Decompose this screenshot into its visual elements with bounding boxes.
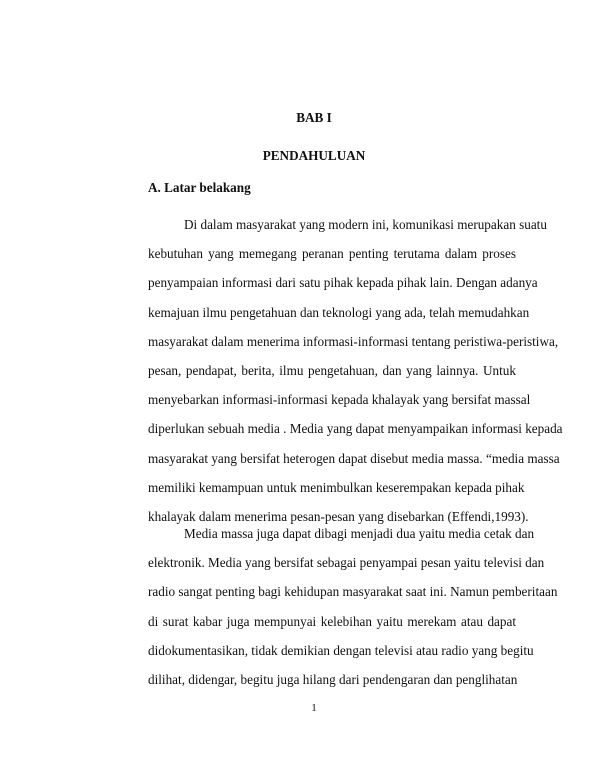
paragraph-2 xyxy=(148,519,558,694)
paragraph-1 xyxy=(148,210,563,531)
paragraph-line: elektronik. Media yang bersifat sebagai penyampai pesan yaitu televisi dan xyxy=(148,555,545,571)
paragraph-line: kebutuhan yang memegang peranan penting terutama dalam proses xyxy=(148,246,516,262)
chapter-title: PENDAHULUAN xyxy=(262,148,366,163)
paragraph-line: memiliki kemampuan untuk menimbulkan keserempakan kepada pihak xyxy=(148,479,525,495)
section-heading: A. Latar belakang xyxy=(148,180,251,195)
paragraph-line: masyarakat dalam menerima informasi-informasi tentang peristiwa-peristiwa, xyxy=(148,333,559,349)
paragraph-line: diperlukan sebuah media . Media yang dapat menyampaikan informasi kepada xyxy=(148,421,563,437)
paragraph-line: menyebarkan informasi-informasi kepada khalayak yang bersifat massal xyxy=(148,392,531,408)
paragraph-line: dilihat, didengar, begitu juga hilang dari pendengaran dan penglihatan xyxy=(148,671,518,687)
paragraph-line: Media massa juga dapat dibagi menjadi dua yaitu media cetak dan xyxy=(184,526,535,541)
paragraph-line: masyarakat yang bersifat heterogen dapat disebut media massa. “media massa xyxy=(148,450,560,466)
paragraph-line: di surat kabar juga mempunyai kelebihan yaitu merekam atau dapat xyxy=(148,613,516,629)
paragraph-line: pesan, pendapat, berita, ilmu pengetahuan, dan yang lainnya. Untuk xyxy=(148,362,516,378)
paragraph-line: Di dalam masyarakat yang modern ini, komunikasi merupakan suatu xyxy=(184,217,547,232)
paragraph-line: didokumentasikan, tidak demikian dengan televisi atau radio yang begitu xyxy=(148,642,534,658)
paragraph-line: penyampaian informasi dari satu pihak kepada pihak lain. Dengan adanya xyxy=(148,275,538,291)
page-number: 1 xyxy=(311,702,317,714)
paragraph-line: khalayak dalam menerima pesan-pesan yang disebarkan (Effendi,1993). xyxy=(148,508,529,524)
chapter-number: BAB I xyxy=(296,110,332,125)
paragraph-line: radio sangat penting bagi kehidupan masyarakat saat ini. Namun pemberitaan xyxy=(148,584,558,600)
paragraph-line: kemajuan ilmu pengetahuan dan teknologi yang ada, telah memudahkan xyxy=(148,304,530,320)
